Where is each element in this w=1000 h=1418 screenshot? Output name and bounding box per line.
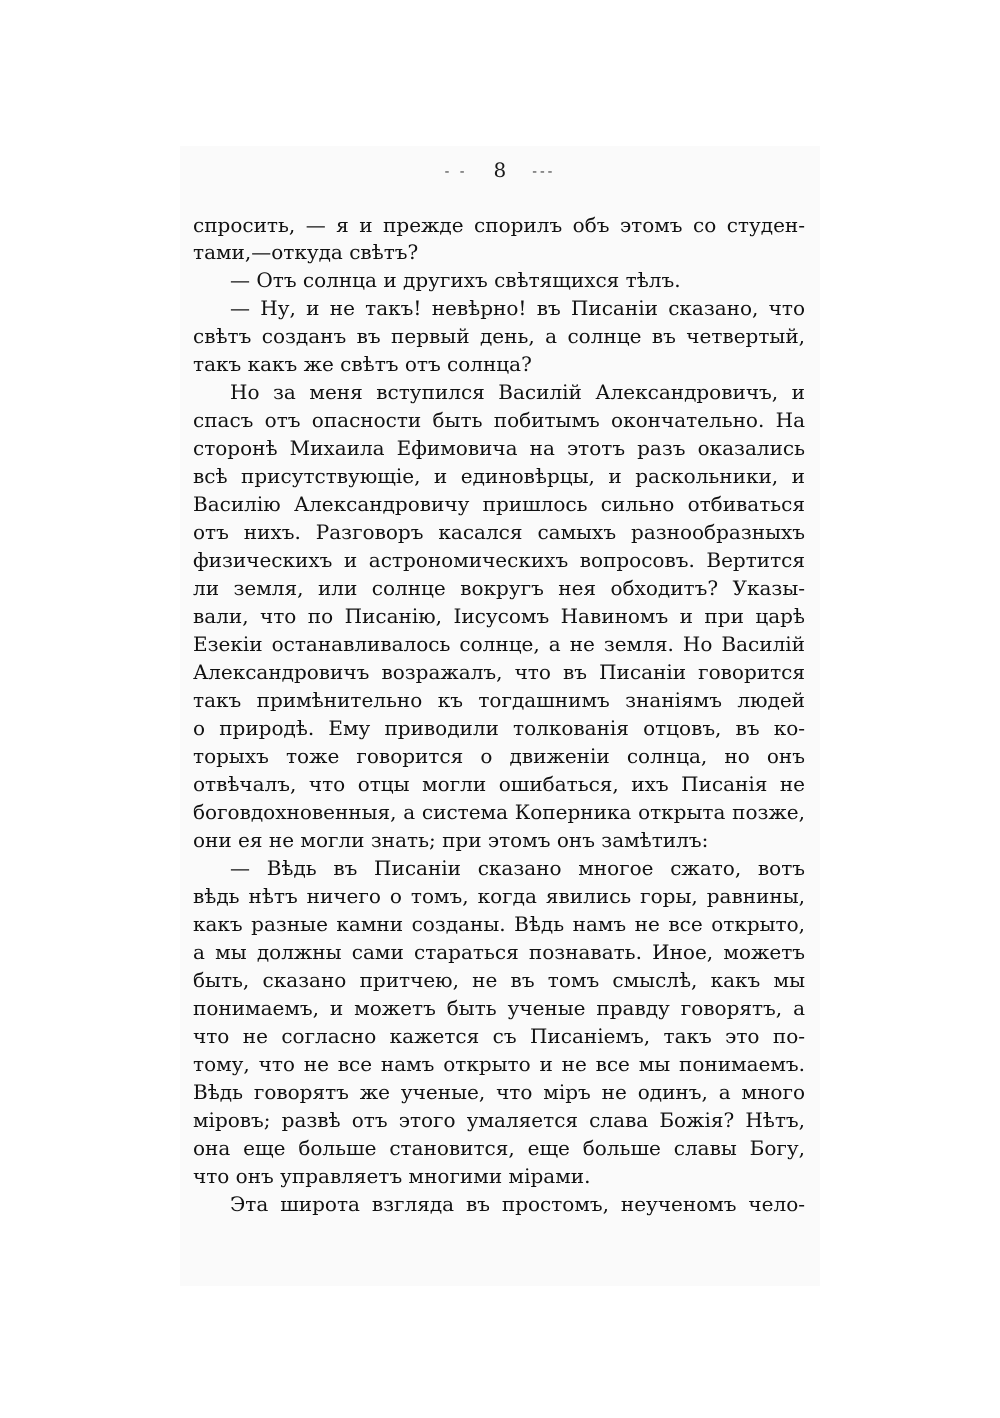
text-line: она еще больше становится, еще больше славы Богу, bbox=[193, 1136, 805, 1160]
text-line: понимаемъ, и можетъ быть ученые правду говорятъ, а bbox=[193, 996, 805, 1020]
text-line: отвѣчалъ, что отцы могли ошибаться, ихъ Писанія не bbox=[193, 772, 805, 796]
text-line: боговдохновенныя, а система Коперника открыта позже, bbox=[193, 800, 805, 824]
text-line: — Ну, и не такъ! невѣрно! въ Писаніи сказано, что bbox=[230, 296, 805, 320]
text-line: Езекіи останавливалось солнце, а не земля. Но Василій bbox=[193, 632, 805, 656]
text-line: физическихъ и астрономическихъ вопросовъ. Вертится bbox=[193, 548, 805, 572]
header-left-dashes: - - bbox=[444, 163, 468, 180]
text-line: вали, что по Писанію, Іисусомъ Навиномъ и при царѣ bbox=[193, 604, 805, 628]
text-line: свѣтъ созданъ въ первый день, а солнце въ четвертый, bbox=[193, 324, 805, 348]
text-line: отъ нихъ. Разговоръ касался самыхъ разнообразныхъ bbox=[193, 520, 805, 544]
text-line: Вѣдь говорятъ же ученые, что міръ не одинъ, а много bbox=[193, 1080, 805, 1104]
text-line: какъ разные камни созданы. Вѣдь намъ не все открыто, bbox=[193, 912, 805, 936]
text-line: Эта широта взгляда въ простомъ, неученомъ чело- bbox=[230, 1192, 805, 1216]
text-line: а мы должны сами стараться познавать. Иное, можетъ bbox=[193, 940, 805, 964]
text-line: міровъ; развѣ отъ этого умаляется слава Божія? Нѣтъ, bbox=[193, 1108, 805, 1132]
text-line: сторонѣ Михаила Ефимовича на этотъ разъ оказались bbox=[193, 436, 805, 460]
text-line: — Вѣдь въ Писаніи сказано многое сжато, вотъ bbox=[230, 856, 805, 880]
text-line: о природѣ. Ему приводили толкованія отцовъ, въ ко- bbox=[193, 716, 805, 740]
text-line: тами,—откуда свѣтъ? bbox=[193, 240, 419, 264]
header-right-dashes: --- bbox=[532, 163, 556, 180]
text-line: быть, сказано притчею, не въ томъ смыслѣ, какъ мы bbox=[193, 968, 805, 992]
text-line: тому, что не все намъ открыто и не все мы понимаемъ. bbox=[193, 1052, 805, 1076]
text-line: Александровичъ возражалъ, что въ Писаніи говорится bbox=[193, 660, 805, 684]
text-line: Василію Александровичу пришлось сильно отбиваться bbox=[193, 492, 805, 516]
text-line: спросить, — я и прежде спорилъ объ этомъ со студен- bbox=[193, 213, 805, 237]
text-line: всѣ присутствующіе, и единовѣрцы, и раскольники, и bbox=[193, 464, 805, 488]
text-line: ли земля, или солнце вокругъ нея обходитъ? Указы- bbox=[193, 576, 805, 600]
text-line: такъ какъ же свѣтъ отъ солнца? bbox=[193, 352, 532, 376]
text-line: спасъ отъ опасности быть побитымъ окончательно. На bbox=[193, 408, 805, 432]
text-line: они ея не могли знать; при этомъ онъ замѣтилъ: bbox=[193, 828, 709, 852]
text-line: что не согласно кажется съ Писаніемъ, такъ это по- bbox=[193, 1024, 805, 1048]
text-line: вѣдь нѣтъ ничего о томъ, когда явились горы, равнины, bbox=[193, 884, 805, 908]
text-line: — Отъ солнца и другихъ свѣтящихся тѣлъ. bbox=[230, 268, 681, 292]
text-line: что онъ управляетъ многими мірами. bbox=[193, 1164, 591, 1188]
text-line: торыхъ тоже говорится о движеніи солнца, но онъ bbox=[193, 744, 805, 768]
text-line: Но за меня вступился Василій Александровичъ, и bbox=[230, 380, 805, 404]
page-number: 8 bbox=[493, 158, 507, 182]
text-line: такъ примѣнительно къ тогдашнимъ знаніямъ людей bbox=[193, 688, 805, 712]
